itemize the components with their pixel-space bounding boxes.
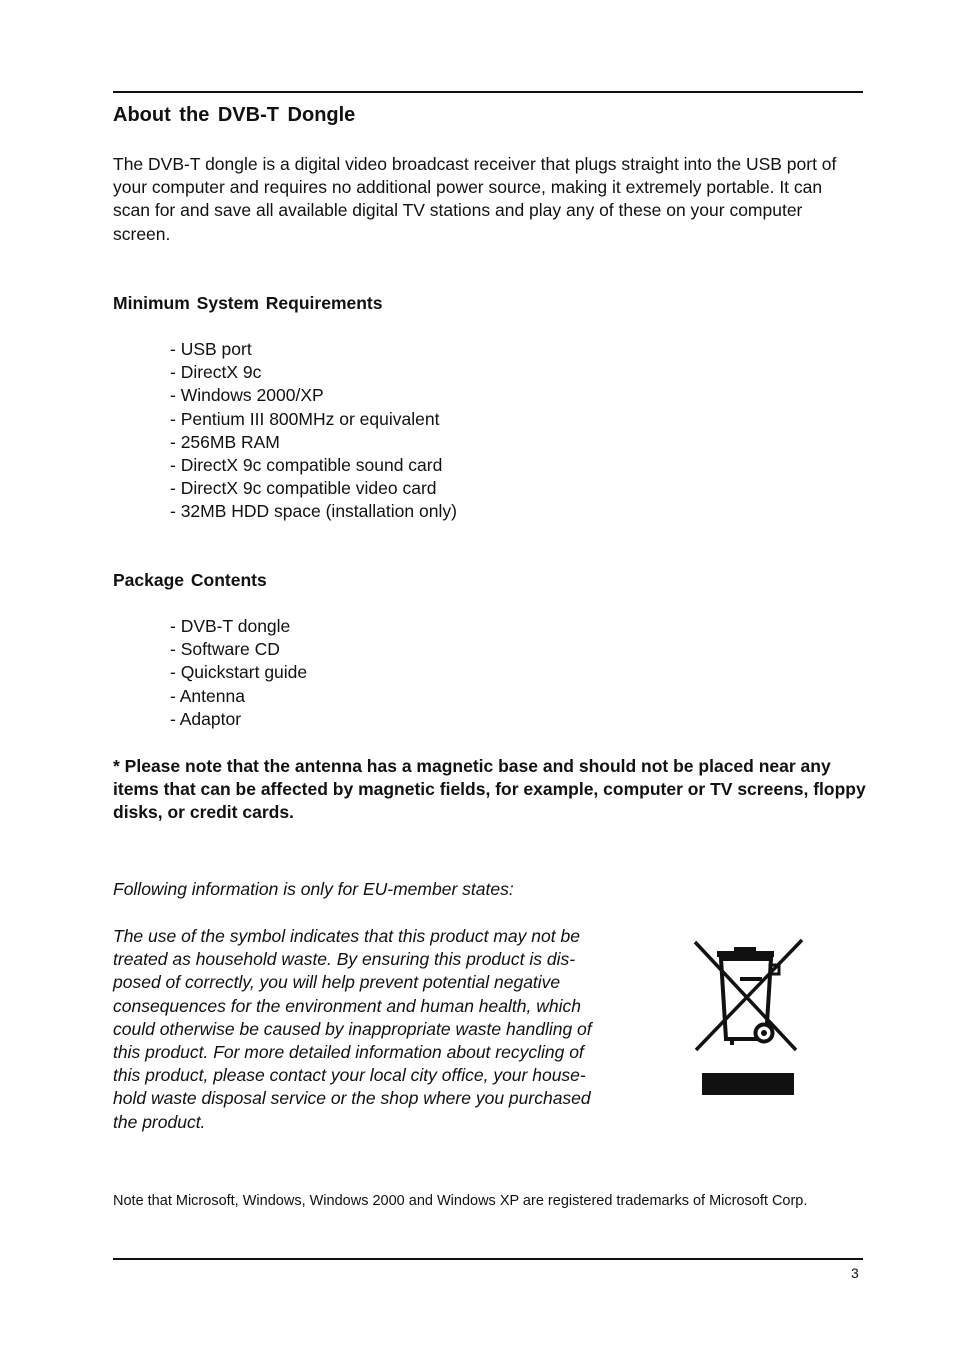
paragraph-line: The use of the symbol indicates that this product may not be [113,926,580,946]
requirements-heading: Minimum System Requirements [113,293,383,313]
paragraph-line: hold waste disposal service or the shop where you purchased [113,1088,591,1109]
list-item: - DirectX 9c compatible sound card [170,455,443,476]
list-item: - 256MB RAM [170,431,280,452]
page-number: 3 [851,1265,859,1281]
intro-paragraph: The DVB-T dongle is a digital video broadcast receiver that plugs straight into the USB port of your computer and requires no additional power source, making it extremely portable. It can scan for and save all available digital TV stations and play any of these on your computer screen. [113,154,837,244]
paragraph-line: this product, please contact your local city office, your house- [113,1065,586,1086]
eu-disposal-paragraph [113,925,643,1134]
crossed-out-wheelie-bin-icon [690,935,805,1100]
paragraph-line: this product. For more detailed information about recycling of [113,1042,584,1063]
paragraph-line: posed of correctly, you will help prevent potential negative [113,972,561,993]
list-item: - Windows 2000/XP [170,385,324,406]
list-item: - Pentium III 800MHz or equivalent [170,408,440,429]
paragraph-line: the product. [113,1111,206,1132]
list-item: - Antenna [170,685,245,706]
list-item: - 32MB HDD space (installation only) [170,501,457,522]
list-item: - Adaptor [170,708,242,729]
top-divider [113,91,863,93]
package-list [170,615,307,731]
bottom-divider [113,1258,863,1260]
list-item: - Quickstart guide [170,662,308,683]
paragraph-line: treated as household waste. By ensuring this product is dis- [113,949,576,970]
paragraph-line: could otherwise be caused by inappropriate waste handling of [113,1018,592,1039]
list-item: - USB port [170,339,252,359]
list-item: - DVB-T dongle [170,616,291,636]
page-title: About the DVB-T Dongle [113,104,356,126]
paragraph-line: consequences for the environment and human health, which [113,995,581,1016]
package-heading: Package Contents [113,570,267,590]
trademark-note: Note that Microsoft, Windows, Windows 2000 and Windows XP are registered trademarks of Microsoft Corp. [113,1193,808,1209]
eu-heading: Following information is only for EU-member states: [113,879,514,899]
requirements-list [170,338,457,524]
list-item: - DirectX 9c [170,362,262,383]
magnetic-warning-note: * Please note that the antenna has a magnetic base and should not be placed near any items that can be affected by magnetic fields, for example, computer or TV screens, floppy disks, or credit cards. [113,756,866,823]
list-item: - Software CD [170,639,280,660]
list-item: - DirectX 9c compatible video card [170,478,437,499]
